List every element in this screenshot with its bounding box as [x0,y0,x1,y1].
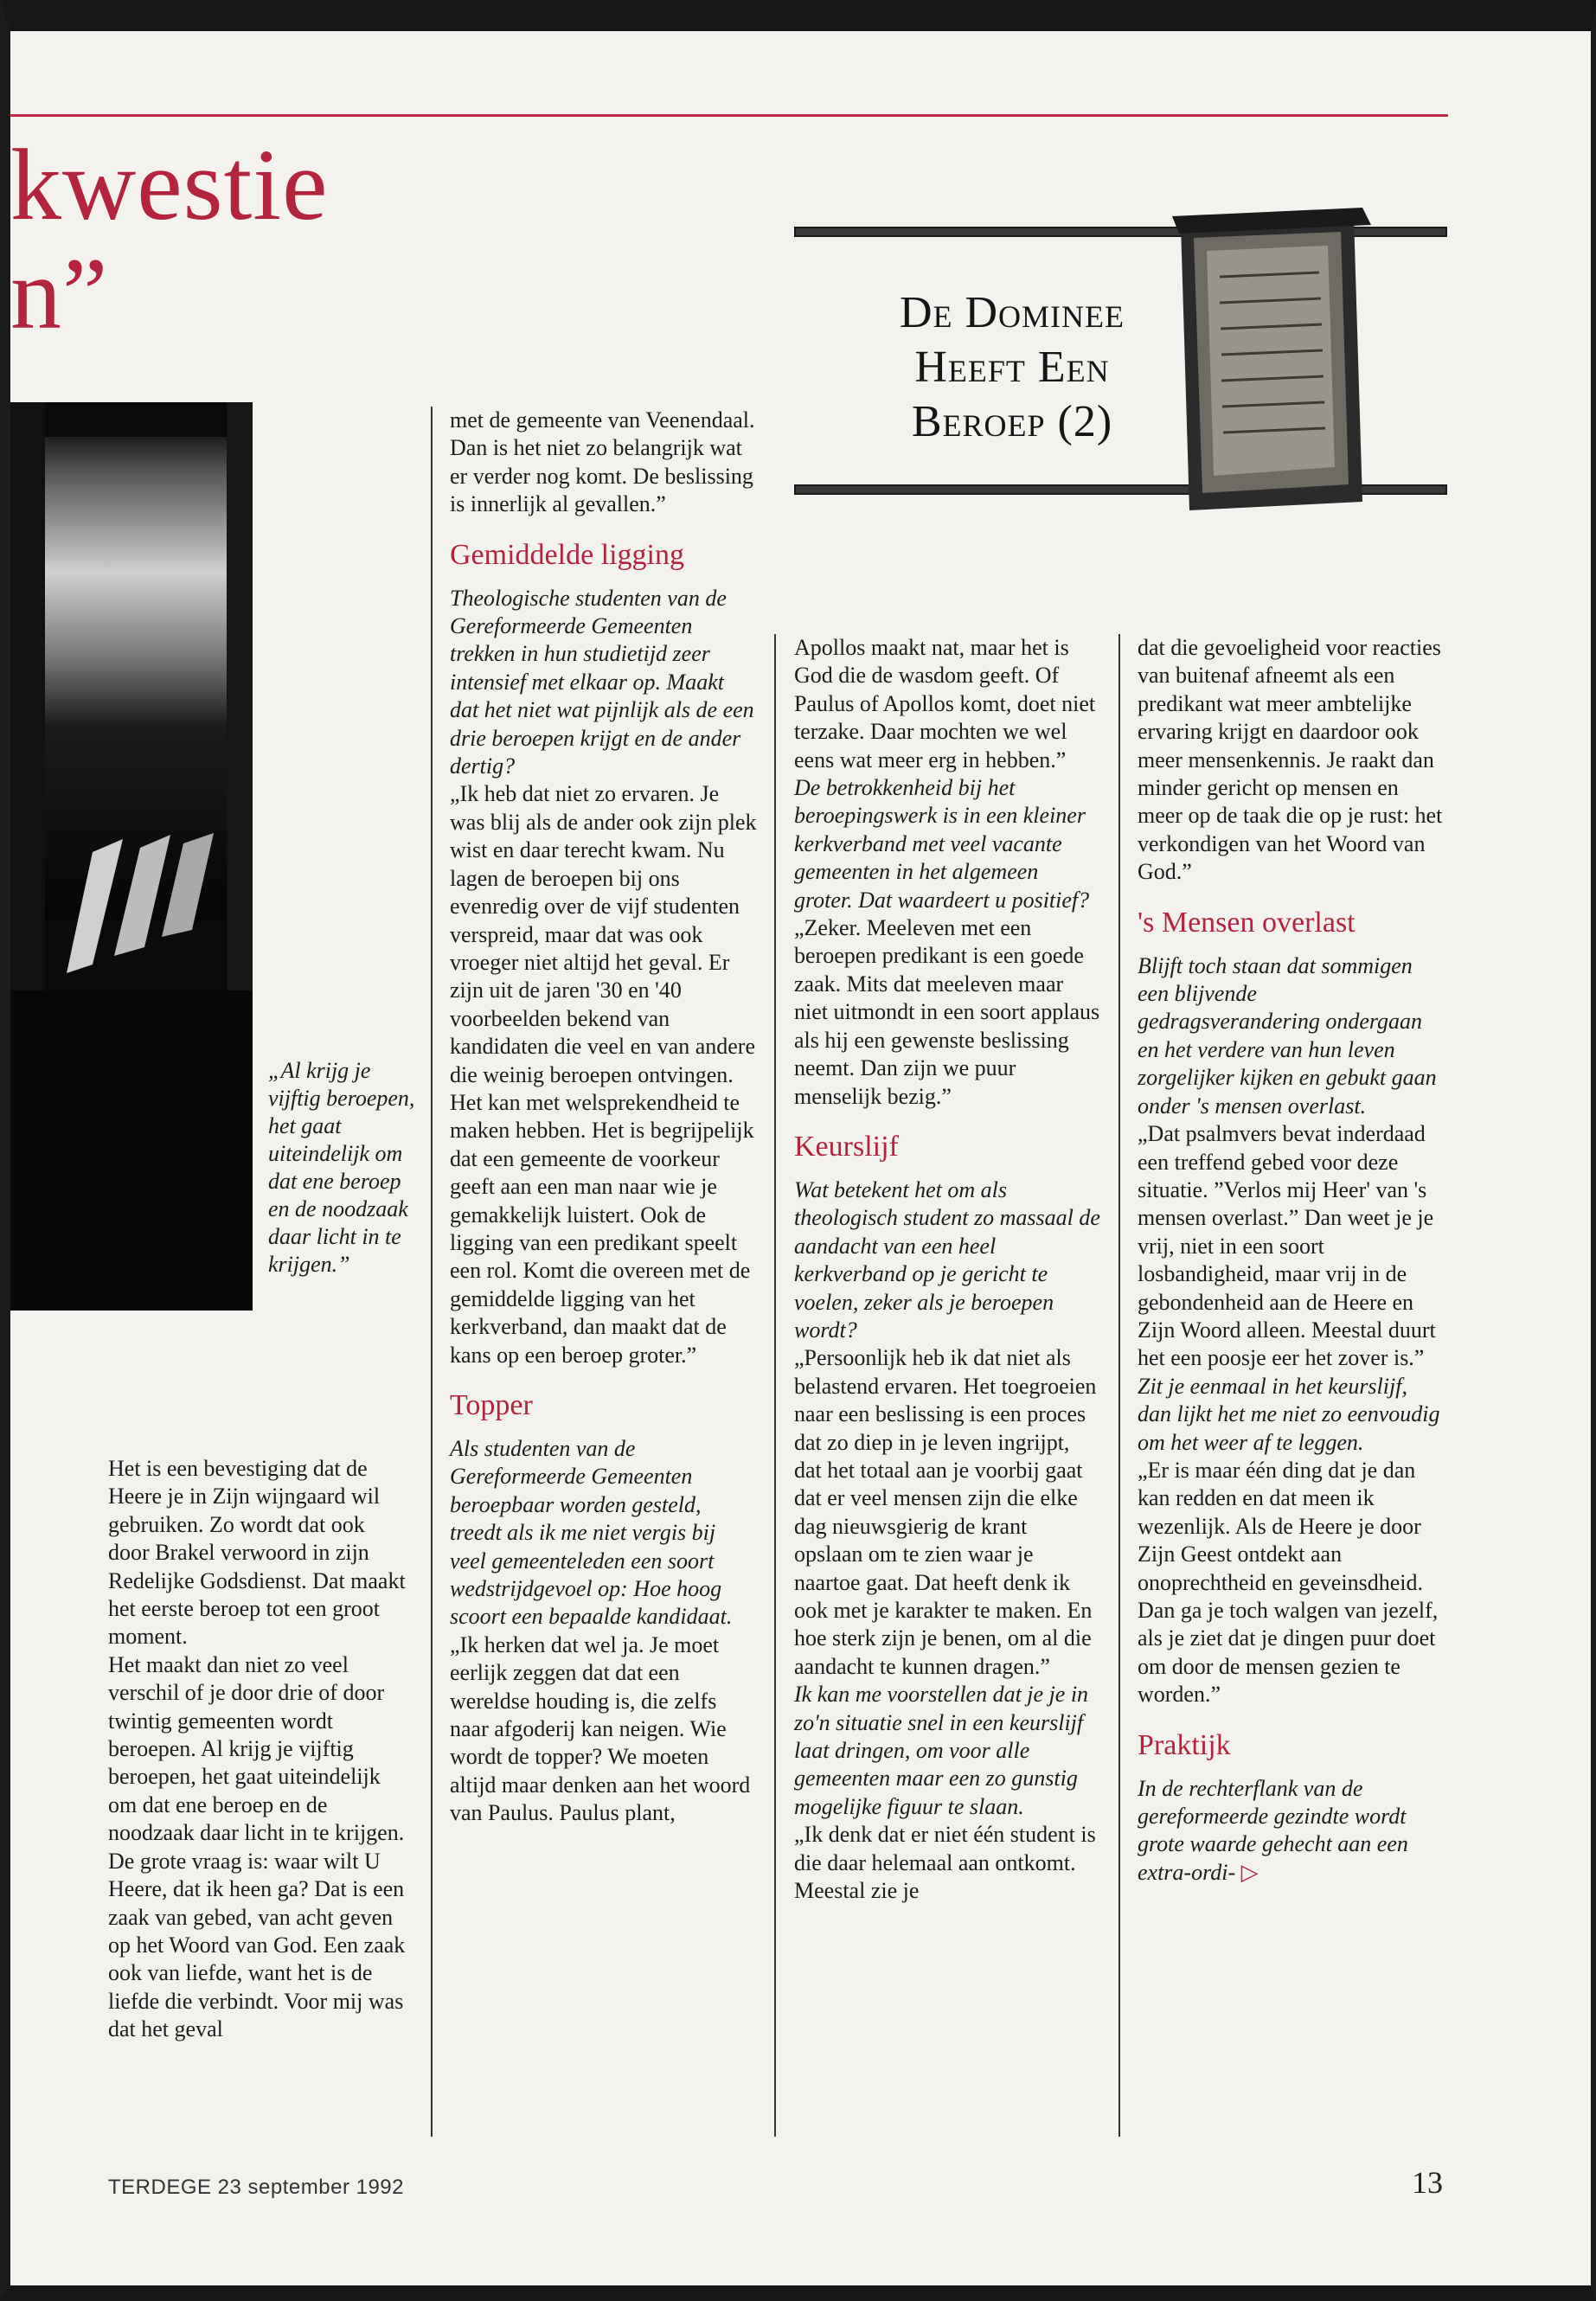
column-divider [431,407,433,2137]
subheading: Praktijk [1138,1728,1231,1761]
answer: „Persoonlijk heb ik dat niet als belastend ervaren. Het toegroeien naar een beslissing is een proces dat zo diep in je leven ingrijpt, dat het totaal aan je voorbij gaat dat er veel mensen zijn die elke dag nieuwsgierig de krant opslaan om te zien waar je naartoe gaat. Dat heeft denk ik ook met je karakter te maken. En hoe sterk zijn je benen, om al die aandacht te kunnen dragen.” [794,1345,1097,1679]
subheading: Gemiddelde ligging [450,538,685,571]
answer: „Zeker. Meeleven met een beroepen predikant is een goede zaak. Mits dat meeleven maar niet uitmondt in een soort applaus als hij een gewenste beslissing neemt. Dan zijn we puur menselijk bezig.” [794,915,1100,1109]
title-line-2: n” [10,237,109,350]
question: Als studenten van de Gereformeerde Gemeenten beroepbaar worden gesteld, treedt als ik me niet vergis bij veel gemeenteleden een soort wedstrijdgevoel op: Hoe hoog scoort een bepaalde kandidaat. [450,1436,733,1630]
answer: „Ik heb dat niet zo ervaren. Je was blij als de ander ook zijn plek wist en daar terecht kwam. Nu lagen de beroepen bij ons evenredig over de vijf studenten verspreid, maar dat was ook vroeger niet altijd het geval. Er zijn uit de jaren '30 en '40 voorbeelden bekend van kandidaten die veel en van andere die weinig beroepen ontvingen. [450,781,757,1087]
column-divider [774,634,776,2137]
paragraph: De grote vraag is: waar wilt U Heere, dat ik heen ga? Dat is een zaak van gebed, van acht geven op het Woord van God. Een zaak ook van liefde, want het is de liefde die verbindt. Voor mij was dat het geval [108,1848,406,2042]
plaque-illustration [1155,208,1380,519]
question: Blijft toch staan dat sommigen een blijvende gedragsverandering ondergaan en het verdere van hun leven zorgelijker kijken en gebukt gaan onder 's mensen overlast. [1138,952,1437,1118]
column-1 [108,1455,411,2044]
paragraph: Het is een bevestiging dat de Heere je in Zijn wijngaard wil gebruiken. Zo wordt dat ook door Brakel verwoord in zijn Redelijke Godsdienst. Dat maakt het eerste beroep tot een groot moment. [108,1456,406,1650]
answer: „Ik herken dat wel ja. Je moet eerlijk zeggen dat dat een wereldse houding is, die zelfs naar afgoderij kan neigen. Wie wordt de topper? We moeten altijd maar denken aan het woord van Paulus. Paulus plant, [450,1631,751,1826]
question: Zit je eenmaal in het keurslijf, dan lijkt het me niet zo eenvoudig om het weer af te leggen. [1138,1373,1440,1455]
series-title-line-3: Beroep (2) [911,397,1113,446]
column-divider [1118,634,1120,2137]
paragraph: dat die gevoeligheid voor reacties van buitenaf afneemt als een predikant wat meer ambtelijke ervaring krijgt en daardoor ook meer mensenkennis. Je raakt dan minder gericht op mensen en meer op de taak die op je rust: het verkondigen van het Woord van God.” [1138,635,1443,885]
answer: „Er is maar één ding dat je dan kan redden en dat meen ik wezenlijk. Als de Heere je door Zijn Geest ontdekt aan onoprechtheid en geveinsdheid. Dan ga je toch walgen van jezelf, als je ziet dat je dingen puur doet om door de mensen gezien te worden.” [1138,1457,1439,1708]
article-title [10,128,329,350]
continued-arrow-icon: ▷ [1240,1859,1259,1885]
series-title [830,285,1194,449]
column-4 [1138,634,1445,1887]
paragraph: Het maakt dan niet zo veel verschil of je door drie of door twintig gemeenten wordt beroepen. Al krijg je vijftig beroepen, het gaat uiteindelijk om dat ene beroep en de noodzaak daar licht in te krijgen. [108,1651,405,1846]
page-number: 13 [1412,2165,1443,2200]
footer-source: TERDEGE 23 september 1992 [108,2176,404,2199]
question: Ik kan me voorstellen dat je je in zo'n situatie snel in een keurslijf laat dringen, om voor alle gemeenten maar een zo gunstig mogelijke figuur te slaan. [794,1682,1089,1819]
church-interior-photo [10,402,253,1311]
paragraph: met de gemeente van Veenendaal. Dan is het niet zo belangrijk wat er verder nog komt. De beslissing is innerlijk al gevallen.” [450,407,755,517]
series-title-line-2: Heeft Een [914,343,1110,392]
paragraph: Apollos maakt nat, maar het is God die de wasdom geeft. Of Paulus of Apollos komt, doet niet terzake. Daar mochten we wel eens wat meer erg in hebben.” [794,635,1096,772]
column-2 [450,407,757,1828]
series-title-line-1: De Dominee [899,288,1125,337]
subheading: Topper [450,1389,533,1421]
pull-quote: „Al krijg je vijftig beroepen, het gaat uiteindelijk om dat ene beroep en de noodzaak daar licht in te krijgen.” [268,1058,415,1277]
answer: „Ik denk dat er niet één student is die daar helemaal aan ontkomt. Meestal zie je [794,1822,1096,1904]
question: Theologische studenten van de Gereformeerde Gemeenten trekken in hun studietijd zeer intensief met elkaar op. Maakt dat het niet wat pijnlijk als de een drie beroepen krijgt en de ander dertig? [450,585,754,779]
subheading: 's Mensen overlast [1138,906,1356,939]
question [1138,1775,1445,1888]
answer: Het kan met welsprekendheid te maken hebben. Het is begrijpelijk dat een gemeente de voorkeur geeft aan een man naar wie je gemakkelijk luistert. Ook de ligging van een predikant speelt een rol. Komt die overeen met de gemiddelde ligging van het kerkverband, dan maakt dat de kans op een beroep groter.” [450,1089,754,1368]
question: Wat betekent het om als theologisch student zo massaal de aandacht van een heel kerkverband op je gericht te voelen, zeker als je beroepen wordt? [794,1176,1100,1343]
title-line-1: kwestie [10,128,329,241]
question: De betrokkenheid bij het beroepingswerk is in een kleiner kerkverband met veel vacante gemeenten in het algemeen groter. Dat waardeert u positief? [794,775,1090,913]
top-rule [10,114,1448,117]
subheading: Keurslijf [794,1130,899,1163]
question-text: In de rechterflank van de gereformeerde gezindte wordt grote waarde gehecht aan een extra-ordi- [1138,1775,1408,1885]
column-3 [794,634,1101,1905]
answer: „Dat psalmvers bevat inderdaad een treffend gebed voor deze situatie. ”Verlos mij Heer' van 's mensen overlast.” Dan weet je je vrij, niet in een soort losbandigheid, maar vrij in de gebondenheid aan de Heere en Zijn Woord alleen. Meestal duurt het een poosje eer het zover is.” [1138,1121,1436,1371]
